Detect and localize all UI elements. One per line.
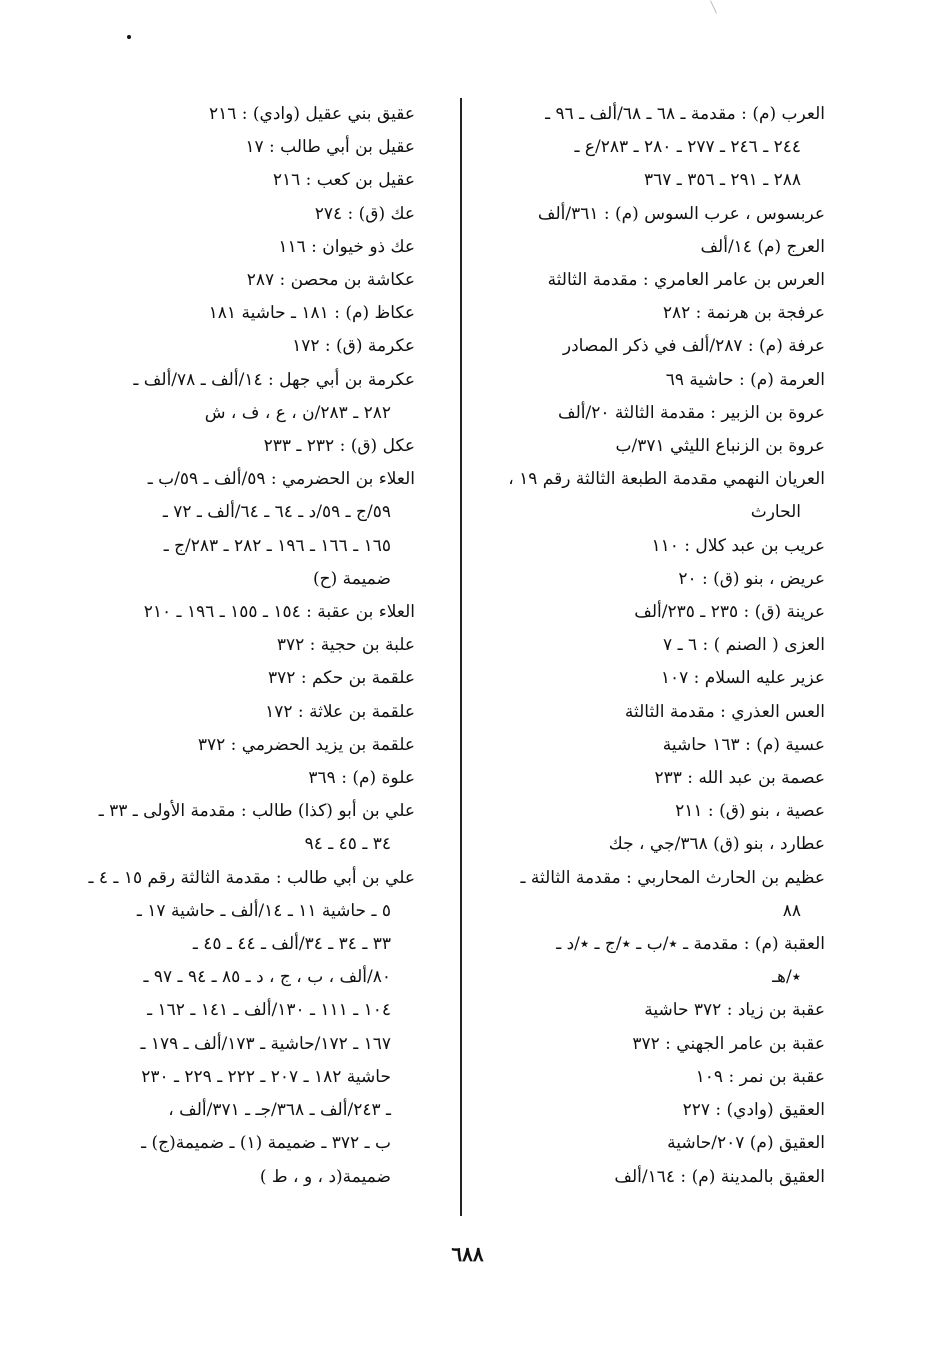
index-entry: عكرمة (ق) : ١٧٢	[292, 336, 415, 357]
index-entry-continuation: ضميمة (ح)	[313, 568, 391, 589]
index-entry-continuation: ٥٩/ج ـ ٥٩/د ـ ٦٤ ـ ٦٤/ألف ـ ٧٢ ـ	[162, 502, 391, 523]
index-entry: عك (ق) : ٢٧٤	[314, 203, 415, 224]
index-entry: عرفة (م) : ٢٨٧/ألف في ذكر المصادر	[562, 336, 825, 357]
index-entry: علي بن أبو (كذا) طالب : مقدمة الأولى ـ ٣٣ ـ	[98, 801, 415, 822]
index-entry: عصمة بن عبد الله : ٢٣٣	[654, 768, 825, 789]
page-number: ٦٨٨	[451, 1242, 484, 1266]
index-entry: العرس بن عامر العامري : مقدمة الثالثة	[547, 270, 825, 291]
index-entry: علي بن أبي طالب : مقدمة الثالثة رقم ١٥ ـ ٤ ـ	[88, 867, 415, 888]
index-entry-continuation: ـ ٢٤٣/ألف ـ ٣٦٨/جـ ـ ٣٧١/ألف ،	[168, 1100, 391, 1121]
index-entry-continuation: ٥ ـ حاشية ١١ ـ ١٤/ألف ـ حاشية ١٧ ـ	[136, 900, 391, 921]
index-column-right	[500, 98, 825, 1194]
index-column-left	[88, 98, 415, 1194]
index-entry: عقيق بني عقيل (وادي) : ٢١٦	[208, 104, 415, 124]
index-entry-continuation: حاشية ١٨٢ ـ ٢٠٧ ـ ٢٢٢ ـ ٢٢٩ ـ ٢٣٠	[141, 1066, 391, 1087]
index-entry-continuation: ٢٨٢ ـ ٢٨٣/ن ، ع ، ف ، ش	[204, 402, 391, 423]
index-entry-continuation: ٨٨	[782, 900, 801, 921]
index-entry-continuation: ٭/هـ	[772, 967, 801, 988]
index-entry: العقيق (وادي) : ٢٢٧	[682, 1100, 825, 1121]
index-entry: عصية ، بنو (ق) : ٢١١	[675, 801, 825, 822]
index-entry: العلاء بن الحضرمي : ٥٩/ألف ـ ٥٩/ب ـ	[147, 469, 415, 490]
index-entry: عقبة بن عامر الجهني : ٣٧٢	[632, 1033, 825, 1054]
index-entry-continuation: الحارث	[750, 502, 801, 523]
index-entry: عكاظ (م) : ١٨١ ـ حاشية ١٨١	[208, 303, 415, 324]
index-entry: عكرمة بن أبي جهل : ١٤/ألف ـ ٧٨/ألف ـ	[133, 369, 415, 390]
column-divider	[460, 98, 462, 1216]
index-entry-continuation: ١٠٤ ـ ١١١ ـ ١٣٠/ألف ـ ١٤١ ـ ١٦٢ ـ	[147, 1000, 391, 1021]
scan-mark	[710, 0, 717, 13]
index-entry: علوة (م) : ٣٦٩	[308, 768, 415, 789]
index-entry: العقيق (م) ٢٠٧/حاشية	[667, 1133, 825, 1154]
index-entry: عقيل بن كعب : ٢١٦	[272, 170, 415, 191]
index-entry-continuation: ١٦٧ ـ ١٧٢/حاشية ـ ١٧٣/ألف ـ ١٧٩ ـ	[140, 1033, 391, 1054]
index-entry: العلاء بن عقبة : ١٥٤ ـ ١٥٥ ـ ١٩٦ ـ ٢١٠	[143, 602, 415, 623]
index-entry-continuation: ٨٠/ألف ، ب ، ج ، د ـ ٨٥ ـ ٩٤ ـ ٩٧ ـ	[143, 967, 391, 988]
index-entry: علبة بن حجية : ٣٧٢	[276, 635, 415, 656]
index-entry-continuation: ١٦٥ ـ ١٦٦ ـ ١٩٦ ـ ٢٨٢ ـ ٢٨٣/ج ـ	[163, 535, 391, 556]
index-entry: عكل (ق) : ٢٣٢ ـ ٢٣٣	[263, 436, 415, 457]
index-entry: عرفجة بن هرنمة : ٢٨٢	[662, 303, 825, 324]
index-entry-continuation: ٢٨٨ ـ ٢٩١ ـ ٣٥٦ ـ ٣٦٧	[643, 170, 801, 191]
index-entry: العس العذري : مقدمة الثالثة	[624, 701, 825, 722]
index-entry: عظيم بن الحارث المحاربي : مقدمة الثالثة ـ	[520, 867, 825, 888]
index-entry: العرج (م) ١٤/ألف	[700, 236, 825, 257]
index-entry-continuation: ٣٤ ـ ٤٥ ـ ٩٤	[304, 834, 391, 855]
index-entry: علقمة بن يزيد الحضرمي : ٣٧٢	[197, 734, 415, 755]
index-entry-continuation: ٣٣ ـ ٣٤ ـ ٣٤/ألف ـ ٤٤ ـ ٤٥ ـ	[192, 934, 391, 955]
index-entry: عكاشة بن محصن : ٢٨٧	[246, 270, 415, 291]
index-entry: عسية (م) : ١٦٣ حاشية	[662, 734, 825, 755]
index-entry: العقيق بالمدينة (م) : ١٦٤/ألف	[614, 1166, 825, 1187]
index-entry: عريض ، بنو (ق) : ٢٠	[678, 568, 825, 589]
index-entry: عروة بن الزنباع الليثي ٣٧١/ب	[615, 436, 825, 457]
index-entry: العرمة (م) : حاشية ٦٩	[665, 369, 825, 390]
index-entry: العريان النهمي مقدمة الطبعة الثالثة رقم ١٩ ،	[508, 469, 825, 490]
index-entry-continuation: ٢٤٤ ـ ٢٤٦ ـ ٢٧٧ ـ ٢٨٠ ـ ٢٨٣/ع ـ	[574, 137, 801, 158]
index-entry: العقبة (م) : مقدمة ـ ٭/ب ـ ٭/ج ـ ٭/د ـ	[556, 934, 825, 955]
index-entry: عرينة (ق) : ٢٣٥ ـ ٢٣٥/ألف	[634, 602, 825, 623]
index-entry-continuation: ب ـ ٣٧٢ ـ ضميمة (١) ـ ضميمة(ج) ـ	[141, 1133, 391, 1154]
scan-dot	[127, 35, 131, 39]
index-entry: عزير عليه السلام : ١٠٧	[660, 668, 825, 689]
index-entry: العزى ( الصنم ) : ٦ ـ ٧	[663, 635, 825, 656]
index-entry-continuation: ضميمة(د ، و ، ط )	[259, 1166, 391, 1187]
index-entry: عربسوس ، عرب السوس (م) : ٣٦١/ألف	[537, 203, 825, 224]
index-entry: العرب (م) : مقدمة ـ ٦٨ ـ ٦٨/ألف ـ ٩٦ ـ	[545, 104, 825, 124]
index-entry: عقبة بن نمر : ١٠٩	[695, 1066, 825, 1087]
index-entry: عك ذو خيوان : ١١٦	[278, 236, 415, 257]
index-entry: عريب بن عبد كلال : ١١٠	[651, 535, 825, 556]
index-entry: عقيل بن أبي طالب : ١٧	[245, 137, 415, 158]
index-entry: عقبة بن زياد : ٣٧٢ حاشية	[644, 1000, 825, 1021]
index-entry: علقمة بن علاثة : ١٧٢	[265, 701, 415, 722]
index-entry: عطارد ، بنو (ق) ٣٦٨/جي ، جك	[608, 834, 825, 855]
index-entry: علقمة بن حكم : ٣٧٢	[268, 668, 415, 689]
index-entry: عروة بن الزبير : مقدمة الثالثة ٢٠/ألف	[558, 402, 825, 423]
